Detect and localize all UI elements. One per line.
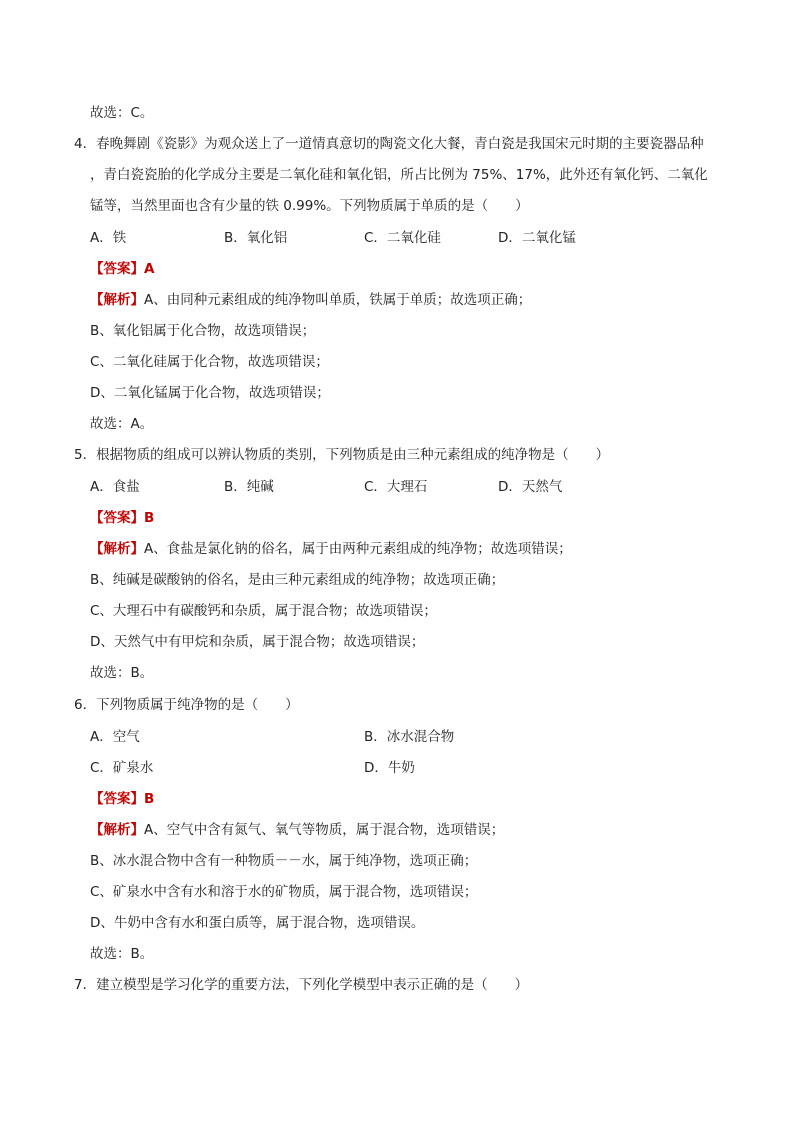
question-number: 4． <box>74 136 97 152</box>
question-number: 7． <box>74 977 97 993</box>
question-number: 5． <box>74 447 97 463</box>
question-4-option-b: B．氧化铝 <box>224 230 288 246</box>
question-4-answer <box>90 259 154 279</box>
question-6-analysis-line-3: C、矿泉水中含有水和溶于水的矿物质，属于混合物，选项错误； <box>90 884 478 900</box>
question-4-option-c: C．二氧化硅 <box>364 230 441 246</box>
question-4-stem-line-1: 4．春晚舞剧《瓷影》为观众送上了一道情真意切的陶瓷文化大餐，青白瓷是我国宋元时期的主要瓷器品种 <box>74 136 704 152</box>
question-6-analysis-line-4: D、牛奶中含有水和蛋白质等，属于混合物，选项错误。 <box>90 915 425 931</box>
question-4-option-a: A．铁 <box>90 230 127 246</box>
question-5-analysis-line-1: 【解析】A、食盐是氯化钠的俗名，属于由两种元素组成的纯净物；故选项错误； <box>90 541 572 557</box>
question-6-option-b: B．冰水混合物 <box>364 729 455 745</box>
analysis-tag: 【解析】 <box>90 822 144 838</box>
prev-conclusion: 故选：C。 <box>90 105 154 121</box>
question-4-analysis-line-4: D、二氧化锰属于化合物，故选项错误； <box>90 385 330 401</box>
question-number: 6． <box>74 697 97 713</box>
question-4-option-d: D．二氧化锰 <box>498 230 576 246</box>
question-4-analysis-line-1: 【解析】A、由同种元素组成的纯净物叫单质，铁属于单质；故选项正确； <box>90 292 532 308</box>
question-5-option-d: D．天然气 <box>498 479 563 495</box>
question-5-analysis-line-2: B、纯碱是碳酸钠的俗名，是由三种元素组成的纯净物；故选项正确； <box>90 572 505 588</box>
question-5-analysis-line-3: C、大理石中有碳酸钙和杂质，属于混合物；故选项错误； <box>90 603 437 619</box>
question-4-stem-line-3: 锰等，当然里面也含有少量的铁 0.99%。下列物质属于单质的是（ ） <box>90 198 529 214</box>
question-5-option-c: C．大理石 <box>364 479 428 495</box>
question-5-option-a: A．食盐 <box>90 479 140 495</box>
question-5-conclusion: 故选：B。 <box>90 665 154 681</box>
question-6-option-d: D．牛奶 <box>364 760 415 776</box>
question-4-stem-line-2: ，青白瓷瓷胎的化学成分主要是二氧化硅和氧化铝，所占比例为 75%、17%，此外还有氧化钙、二氧化 <box>90 167 708 183</box>
answer-tag: 【答案】 <box>90 261 144 277</box>
question-5-analysis-line-4: D、天然气中有甲烷和杂质，属于混合物；故选项错误； <box>90 634 425 650</box>
question-6-option-a: A．空气 <box>90 729 140 745</box>
question-5-option-b: B．纯碱 <box>224 479 274 495</box>
question-6-stem-line-1: 6．下列物质属于纯净物的是（ ） <box>74 697 299 713</box>
analysis-tag: 【解析】 <box>90 292 144 308</box>
question-6-conclusion: 故选：B。 <box>90 946 154 962</box>
question-4-conclusion: 故选：A。 <box>90 416 154 432</box>
question-5-stem-line-1: 5．根据物质的组成可以辨认物质的类别，下列物质是由三种元素组成的纯净物是（ ） <box>74 447 610 463</box>
question-6-analysis-line-1: 【解析】A、空气中含有氮气、氧气等物质，属于混合物，选项错误； <box>90 822 505 838</box>
answer-value: B <box>144 510 155 526</box>
answer-value: B <box>144 791 155 807</box>
answer-value: A <box>144 261 155 277</box>
question-4-analysis-line-3: C、二氧化硅属于化合物，故选项错误； <box>90 354 329 370</box>
answer-tag: 【答案】 <box>90 791 144 807</box>
question-6-option-c: C．矿泉水 <box>90 760 154 776</box>
question-5-answer <box>90 508 154 528</box>
answer-tag: 【答案】 <box>90 510 144 526</box>
question-4-analysis-line-2: B、氧化铝属于化合物，故选项错误； <box>90 323 316 339</box>
question-6-answer <box>90 789 154 809</box>
question-6-analysis-line-2: B、冰水混合物中含有一种物质－－水，属于纯净物，选项正确； <box>90 853 478 869</box>
analysis-tag: 【解析】 <box>90 541 144 557</box>
question-7-stem-line-1: 7．建立模型是学习化学的重要方法，下列化学模型中表示正确的是（ ） <box>74 977 529 993</box>
